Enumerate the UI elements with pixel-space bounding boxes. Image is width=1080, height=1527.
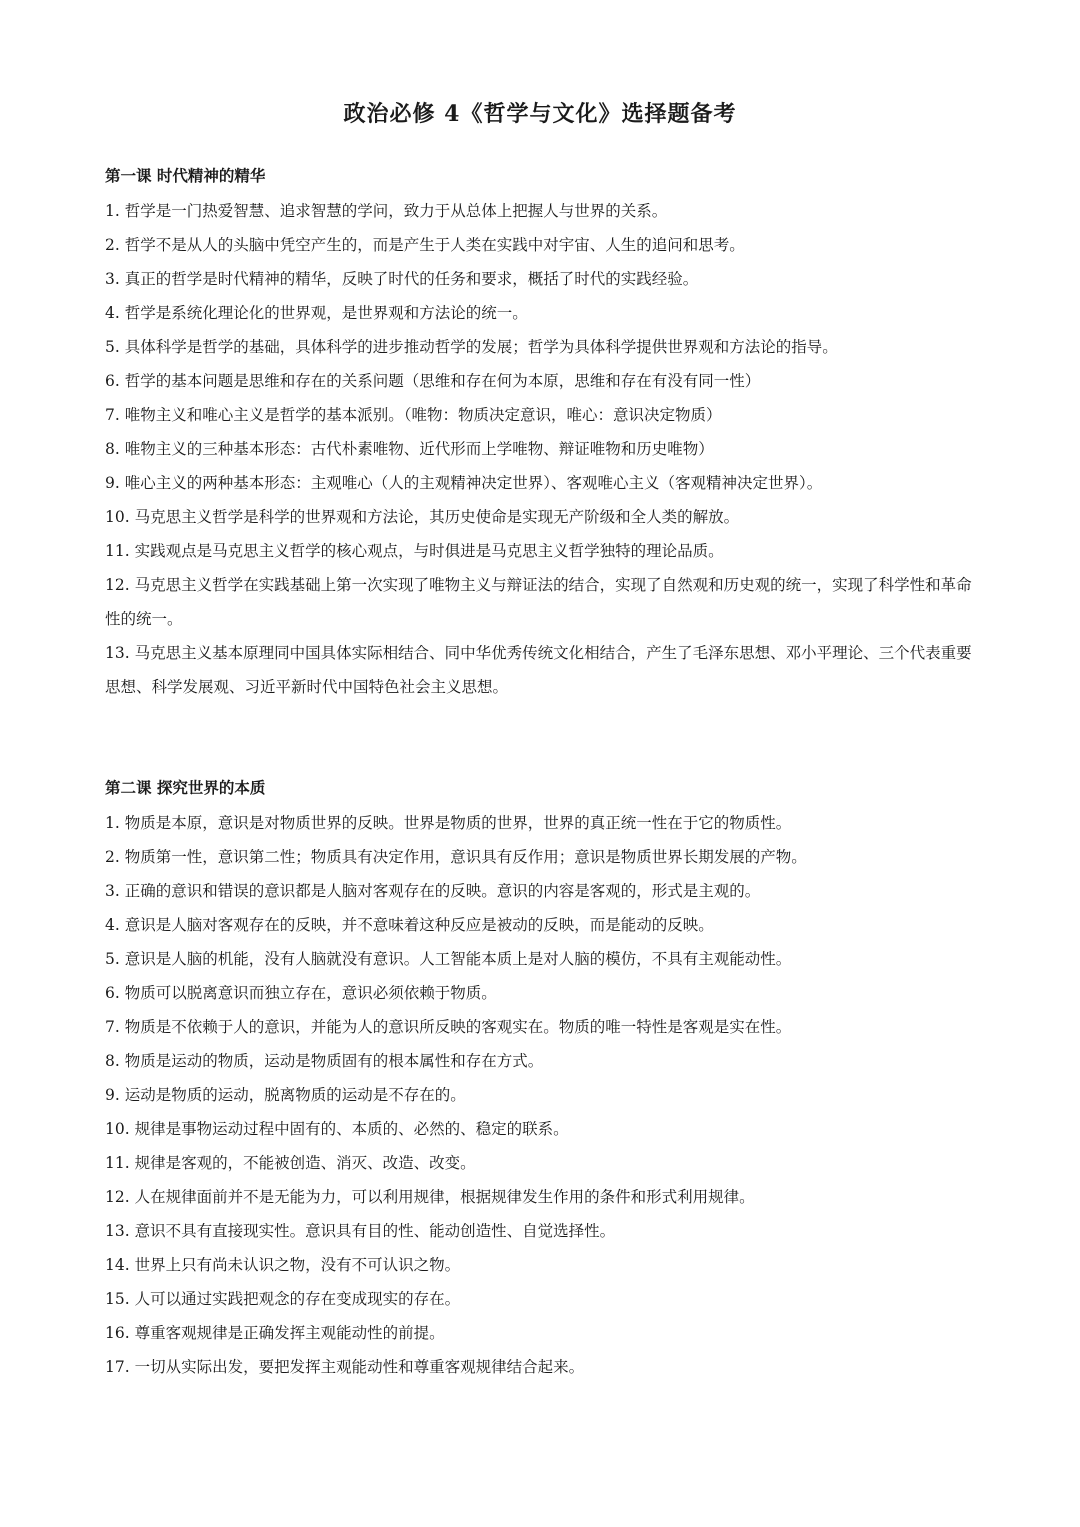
- list-item: 16. 尊重客观规律是正确发挥主观能动性的前提。: [105, 1324, 445, 1342]
- list-item: 6. 哲学的基本问题是思维和存在的关系问题（思维和存在何为本原，思维和存在有没有同一性）: [105, 372, 761, 390]
- list-item: 9. 唯心主义的两种基本形态：主观唯心（人的主观精神决定世界）、客观唯心主义（客观精神决定世界）。: [105, 474, 823, 492]
- section-heading: 第一课 时代精神的精华: [105, 166, 266, 185]
- item-list: [105, 806, 985, 1384]
- list-item: 7. 唯物主义和唯心主义是哲学的基本派别。（唯物：物质决定意识，唯心：意识决定物质）: [105, 406, 722, 424]
- list-item: 10. 规律是事物运动过程中固有的、本质的、必然的、稳定的联系。: [105, 1120, 569, 1138]
- item-list: [105, 194, 985, 704]
- list-item: 12. 马克思主义哲学在实践基础上第一次实现了唯物主义与辩证法的结合，实现了自然观和历史观的统一，实现了科学性和革命性的统一。: [105, 576, 972, 628]
- list-item: 3. 正确的意识和错误的意识都是人脑对客观存在的反映。意识的内容是客观的，形式是主观的。: [105, 882, 761, 900]
- section-heading: 第二课 探究世界的本质: [105, 778, 266, 797]
- list-item: 5. 意识是人脑的机能，没有人脑就没有意识。人工智能本质上是对人脑的模仿，不具有主观能动性。: [105, 950, 792, 968]
- list-item: 8. 物质是运动的物质，运动是物质固有的根本属性和存在方式。: [105, 1052, 544, 1070]
- list-item: 3. 真正的哲学是时代精神的精华，反映了时代的任务和要求，概括了时代的实践经验。: [105, 270, 699, 288]
- list-item: 12. 人在规律面前并不是无能为力，可以利用规律，根据规律发生作用的条件和形式利用规律。: [105, 1188, 755, 1206]
- list-item: 13. 意识不具有直接现实性。意识具有目的性、能动创造性、自觉选择性。: [105, 1222, 616, 1240]
- list-item: 17. 一切从实际出发，要把发挥主观能动性和尊重客观规律结合起来。: [105, 1358, 585, 1376]
- list-item: 13. 马克思主义基本原理同中国具体实际相结合、同中华优秀传统文化相结合，产生了毛泽东思想、邓小平理论、三个代表重要思想、科学发展观、习近平新时代中国特色社会主义思想。: [105, 644, 972, 696]
- section-lesson-1: [105, 164, 985, 704]
- list-item: 2. 物质第一性，意识第二性；物质具有决定作用，意识具有反作用；意识是物质世界长期发展的产物。: [105, 848, 807, 866]
- section-lesson-2: [105, 776, 985, 1384]
- list-item: 7. 物质是不依赖于人的意识，并能为人的意识所反映的客观实在。物质的唯一特性是客观是实在性。: [105, 1018, 792, 1036]
- list-item: 6. 物质可以脱离意识而独立存在，意识必须依赖于物质。: [105, 984, 497, 1002]
- list-item: 8. 唯物主义的三种基本形态：古代朴素唯物、近代形而上学唯物、辩证唯物和历史唯物）: [105, 440, 714, 458]
- list-item: 10. 马克思主义哲学是科学的世界观和方法论，其历史使命是实现无产阶级和全人类的解放。: [105, 508, 740, 526]
- list-item: 1. 哲学是一门热爱智慧、追求智慧的学问，致力于从总体上把握人与世界的关系。: [105, 202, 668, 220]
- list-item: 2. 哲学不是从人的头脑中凭空产生的，而是产生于人类在实践中对宇宙、人生的追问和思考。: [105, 236, 745, 254]
- list-item: 15. 人可以通过实践把观念的存在变成现实的存在。: [105, 1290, 461, 1308]
- list-item: 1. 物质是本原，意识是对物质世界的反映。世界是物质的世界，世界的真正统一性在于它的物质性。: [105, 814, 792, 832]
- list-item: 4. 意识是人脑对客观存在的反映，并不意味着这种反应是被动的反映，而是能动的反映。: [105, 916, 714, 934]
- list-item: 9. 运动是物质的运动，脱离物质的运动是不存在的。: [105, 1086, 466, 1104]
- list-item: 14. 世界上只有尚未认识之物，没有不可认识之物。: [105, 1256, 461, 1274]
- list-item: 5. 具体科学是哲学的基础，具体科学的进步推动哲学的发展；哲学为具体科学提供世界观和方法论的指导。: [105, 338, 838, 356]
- list-item: 4. 哲学是系统化理论化的世界观，是世界观和方法论的统一。: [105, 304, 528, 322]
- list-item: 11. 规律是客观的，不能被创造、消灭、改造、改变。: [105, 1154, 476, 1172]
- document-title: 政治必修 4《哲学与文化》选择题备考: [343, 100, 737, 127]
- list-item: 11. 实践观点是马克思主义哲学的核心观点，与时俱进是马克思主义哲学独特的理论品质。: [105, 542, 724, 560]
